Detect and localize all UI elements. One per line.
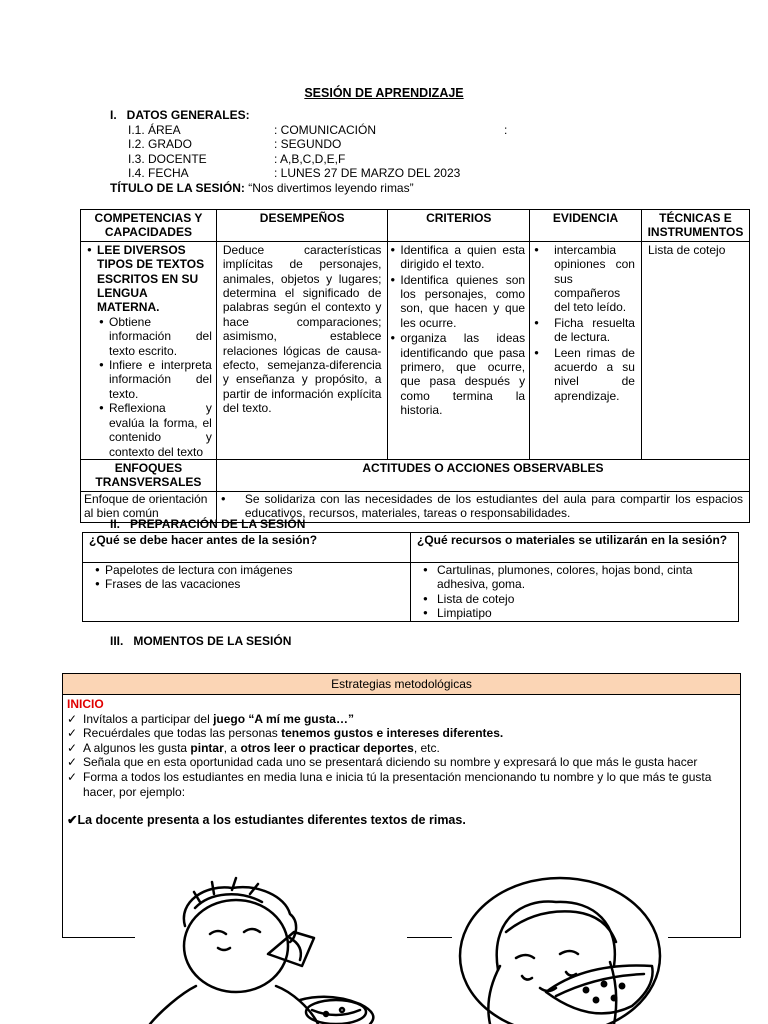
evidencia-item: ● Leen rimas de acuerdo a su nivel de aprendizaje. [534,346,635,404]
inicio-item [67,741,736,756]
enfoques-header: ENFOQUES TRANSVERSALES [81,459,217,491]
preparacion-table [82,532,739,622]
antes-list [89,563,404,592]
criterio-item: ● Identifica a quien esta dirigido el texto. [390,243,525,272]
momentos-content [63,695,740,830]
evidencia-list [534,243,635,403]
capacidad-item: ● Reflexiona y evalúa la forma, el contenido y contexto del texto [99,401,212,459]
inicio-item [67,726,736,741]
sec3-heading: III. MOMENTOS DE LA SESIÓN [110,634,292,648]
competencia-list [87,243,212,315]
datos-generales [110,108,507,196]
datos-heading: I. DATOS GENERALES: [110,108,250,122]
recurso-item: ● Lista de cotejo [423,592,732,606]
illustrations [0,862,768,1024]
capacidad-item: ● Infiere e interpreta información del texto. [99,358,212,401]
evidencia-cell [530,241,642,459]
col-header: CRITERIOS [388,210,530,242]
item-text: Forma a todos los estudiantes en media luna e inicia tú la presentación mencionando tu nombre y lo que más te gusta hacer, por ejemplo: [83,769,712,799]
docente-line [67,813,736,828]
inicio-item [67,755,736,770]
competencias-table [80,209,750,523]
datos-key: I.1. ÁREA [128,122,181,137]
criterios-list [390,243,525,418]
datos-key: I.4. FECHA [128,166,189,181]
item-text: Señala que en esta oportunidad cada uno se presentará diciendo su nombre y expresará lo que más le gusta hacer [83,755,698,770]
page-title: SESIÓN DE APRENDIZAJE [304,86,464,100]
evidencia-item: ● intercambia opiniones con sus compañeros del teto leído. [534,243,635,315]
recursos-cell [411,563,739,622]
item-text: Invítalos a participar del [83,711,214,726]
capacidad-item: ● Obtiene información del texto escrito. [99,315,212,358]
inicio-item [67,770,736,799]
inicio-list [67,712,736,800]
datos-key: I.3. DOCENTE [128,151,207,166]
item-text: Recuérdales que todas las personas [83,726,282,741]
enfoque-cell: Enfoque de orientación al bien común [81,491,217,522]
check-icon: ✓ [67,711,78,726]
col-header: EVIDENCIA [530,210,642,242]
competencia-item: ● LEE DIVERSOS TIPOS DE TEXTOS ESCRITOS EN SU LENGUA MATERNA. [87,243,212,315]
antes-cell [83,563,411,622]
actitudes-header: ACTITUDES O ACCIONES OBSERVABLES [216,459,749,491]
datos-extra: : [504,122,508,137]
criterio-item: ● Identifica quienes son los personajes, como son, que hacen y que les ocurre. [390,273,525,331]
capacidades-list [87,315,212,459]
recursos-list [417,563,732,621]
sec2-heading: II. PREPARACIÓN DE LA SESIÓN [110,517,306,531]
tecnicas-cell: Lista de cotejo [641,241,749,459]
item-bold: otros leer o practicar deportes [240,740,414,755]
inicio-label: INICIO [67,697,104,711]
datos-key: I.2. GRADO [128,137,193,152]
q-recursos: ¿Qué recursos o materiales se utilizarán en la sesión? [411,533,739,563]
competencias-cell [81,241,217,459]
actitud-item: ● Se solidariza con las necesidades de los estudiantes del aula para compartir los espacios educativos, recursos, materiales, tareas o responsabilidades. [221,492,743,521]
criterios-cell [388,241,530,459]
item-bold: pintar [190,740,224,755]
datos-value: : SEGUNDO [274,137,342,152]
check-icon: ✓ [67,740,78,755]
titulo-label: TÍTULO DE LA SESIÓN: [110,180,245,195]
item-bold: tenemos gustos e intereses diferentes. [281,726,504,741]
evidencia-item: ● Ficha resuelta de lectura. [534,316,635,345]
item-bold: juego “A mí me gusta…” [213,711,354,726]
titulo-value: “Nos divertimos leyendo rimas” [244,180,414,195]
recurso-item: ● Cartulinas, plumones, colores, hojas bond, cinta adhesiva, goma. [423,563,732,592]
recurso-item: ● Limpiatipo [423,606,732,620]
check-icon: ✔ [67,813,78,828]
check-icon: ✓ [67,726,78,741]
titulo-sesion [110,181,507,196]
antes-item: ● Papelotes de lectura con imágenes [95,563,404,577]
check-icon: ✓ [67,755,78,770]
datos-value: : LUNES 27 DE MARZO DEL 2023 [274,166,461,181]
datos-row [110,152,507,167]
antes-item: ● Frases de las vacaciones [95,577,404,591]
col-header: COMPETENCIAS Y CAPACIDADES [81,210,217,242]
item-text: , a [223,740,241,755]
inicio-item [67,712,736,727]
estrategias-header: Estrategias metodológicas [63,674,740,695]
docente-text: La docente presenta a los estudiantes diferentes textos de rimas. [77,813,466,828]
datos-value: : COMUNICACIÓN [274,122,376,137]
datos-row [110,166,507,181]
q-antes: ¿Qué se debe hacer antes de la sesión? [83,533,411,563]
datos-row [110,137,507,152]
datos-row [110,123,507,138]
desempeno-cell: Deduce características implícitas de personajes, animales, objetos y lugares; determina el significado de palabras según el contexto y hace comparaciones; asimismo, establece relaciones lógicas de causa-efecto, semejanza-diferencia y enseñanza y propósito, a partir de información explícita del texto. [216,241,388,459]
col-header: TÉCNICAS E INSTRUMENTOS [641,210,749,242]
item-text: A algunos les gusta [83,740,191,755]
criterio-item: ● organiza las ideas identificando que pasa primero, que ocurre, que pasa después y como termina la historia. [390,331,525,417]
check-icon: ✓ [67,769,78,784]
col-header: DESEMPEÑOS [216,210,388,242]
datos-value: : A,B,C,D,E,F [274,151,346,166]
item-text: , etc. [413,740,440,755]
